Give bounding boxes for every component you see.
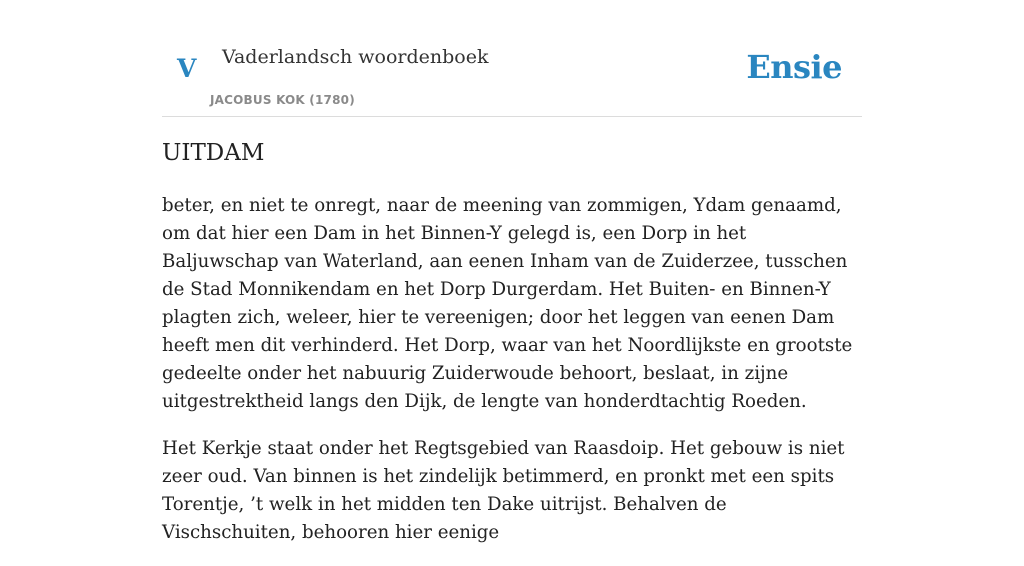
brand-logo[interactable]: Ensie <box>746 48 842 86</box>
book-title[interactable]: Vaderlandsch woordenboek <box>222 46 489 68</box>
book-author: JACOBUS KOK (1780) <box>210 93 355 107</box>
entry-paragraph: beter, en niet te onregt, naar de meening van zommigen, Ydam genaamd, om dat hier een Dam in het Binnen-Y gelegd is, een Dorp in het Baljuwschap van Waterland, aan eenen Inham van de Zuiderzee, tusschen de Stad Monnikendam en het Dorp Durgerdam. Het Buiten- en Binnen-Y plagten zich, weleer, hier te vereenigen; door het leggen van eenen Dam heeft men dit verhinderd. Het Dorp, waar van het Noordlijkste en grootste gedeelte onder het nabuurig Zuiderwoude behoort, beslaat, in zijne uitgestrektheid langs den Dijk, de lengte van honderdtachtig Roeden. <box>162 195 853 412</box>
entry-body <box>162 192 862 566</box>
book-letter-badge[interactable]: V <box>177 54 197 83</box>
edge-fade <box>934 400 1024 512</box>
entry-title: UITDAM <box>162 140 265 166</box>
book-header <box>162 0 862 117</box>
entry-paragraph: Het Kerkje staat onder het Regtsgebied van Raasdoip. Het gebouw is niet zeer oud. Van binnen is het zindelijk betimmerd, en pronkt met een spits Torentje, ’t welk in het midden ten Dake uitrijst. Behalven de Vischschuiten, behooren hier eenige <box>162 438 845 543</box>
